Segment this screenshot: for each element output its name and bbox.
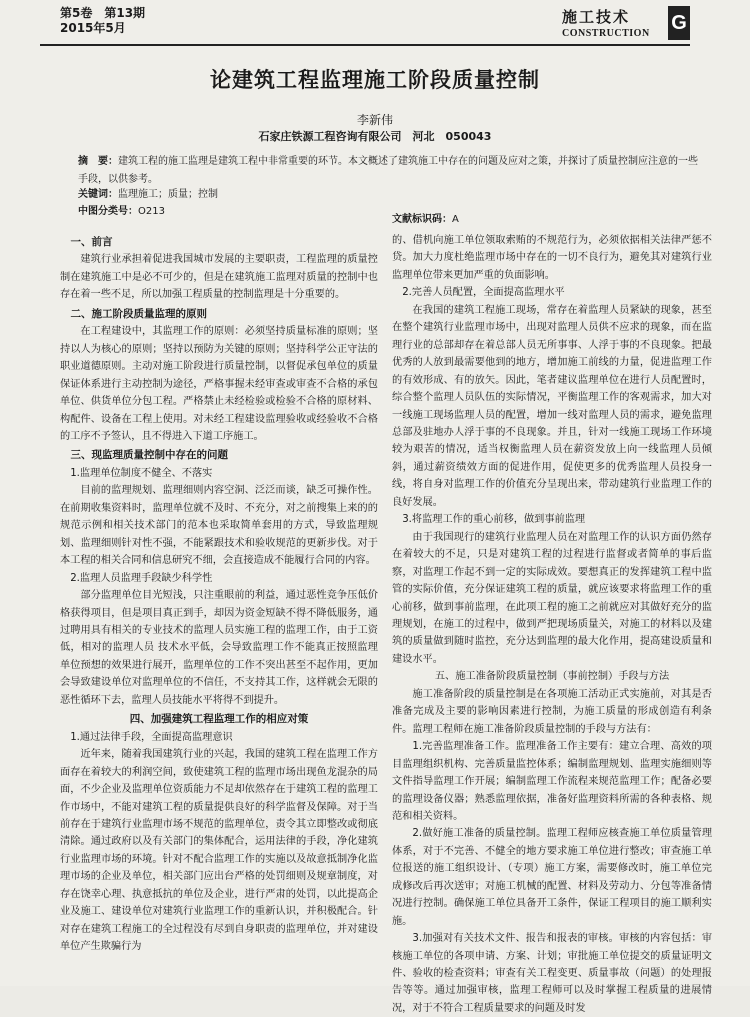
keywords-text: 监理施工；质量；控制 (118, 189, 218, 200)
issue-info (60, 6, 145, 36)
volume-issue: 第5卷 第13期 (60, 6, 146, 20)
paragraph (392, 930, 712, 1017)
paragraph: 由于我国现行的建筑行业监理人员在对监理工作的认识方面仍然存在着较大的不足，只是对建筑工程的过程进行监督或者简单的事后监察，对监理工作起不到一定的实际成效。要想真正的发挥建筑工程中监管的实际价值，充分保证建筑工程的质量，就应该要求将监理工作的重心前移，做到事前监理，在此项工程的施工之前就应对其做好充分的监理规划，在施工的过程中，做到严把现场质量关，对施工的材料以及建筑的质量做到随时监控，充分达到监理的最大化作用，提高建设质量和建设水平。 (392, 531, 712, 665)
subsection-heading: 2.完善人员配置，全面提高监理水平 (402, 287, 565, 299)
inline-heading: 3.加强对有关技术文件、报告和报表的审核。 (412, 933, 619, 945)
article-author: 李新伟 (356, 113, 393, 127)
paragraph: 在我国的建筑工程施工现场，常存在着监理人员紧缺的现象，甚至在整个建筑行业监理市场中，出现对监理人员供不应求的现象，而在监理行业的总部却存在着总部人员无所事事、人浮于事的不良现象。把最优秀的人放到最需要他到的地方，增加施工前线的力量，促进监理工作的有效形成、有的放矢。因此，笔者建议监理单位在进行人员配置时，综合整个监理人员队伍的实际情况，平衡监理工作的客观需求，加大对一线施工现场监理人员的配置，增加一线对监理人员的需求，避免监理总部及驻地办人浮于事的不良现象。并且，针对一线施工现场工作环境较为艰苦的情况，适当权衡监理人员在薪资发放上向一线监理人员倾斜，通过薪资绩效方面的促进作用，促使更多的优秀监理人员投身一线，将自身对监理工作的价值充分呈现出来，带动建筑行业监理工作的良好发展。 (392, 304, 712, 508)
article-title: 论建筑工程监理施工阶段质量控制 (210, 68, 540, 92)
paragraph-text: 监理工程师应核查施工单位质量管理体系，对于不完善、不健全的地方要求施工单位进行整改；审查施工单位报送的施工组织设计、（专项）施工方案，需要修改时，施工单位完成修改后再次送审；对施工机械的配置、材料及劳动力、分包等准备情况进行控制。确保施工单位具备开工条件，保证工程项目的施工顺利实施。 (392, 828, 713, 927)
paragraph: 近年来，随着我国建筑行业的兴起，我国的建筑工程在监理工作方面存在着较大的利润空间，致使建筑工程的监理市场出现鱼龙混杂的局面，不少企业及监理单位资质能力不足却依然存在于建筑工程的监理工作市场中，不能对建筑工程的质量提供良好的科学监督及保障。对于当前存在于建筑行业监理市场不规范的监理单位，责令其立即整改或彻底清除。通过政府以及有关部门的集体配合，运用法律的手段，净化建筑行业监理市场的环境。针对不配合监理工作的实施以及故意抵制净化监理市场的企业及单位，相关部门应出台严格的处罚细则及规章制度，对存在饶幸心理、执意抵抗的单位及企业，进行严肃的处罚，以此提高企业及施工、建设单位对建筑行业监理工作的重新认识，并积极配合。针对存在建筑工程施工的全过程没有尽到自身职责的监理单位，并对建设单位产生欺骗行为 (60, 749, 378, 953)
inline-heading: 1.完善监理准备工作。 (412, 741, 516, 753)
keywords-label: 关键词： (78, 189, 118, 200)
doccode-value: A (452, 214, 459, 225)
journal-name-cn: 施工技术 (562, 8, 631, 26)
header-rule (40, 44, 690, 46)
author-affiliation: 石家庄铁源工程咨询有限公司 河北 050043 (258, 130, 492, 143)
abstract-text: 建筑工程的施工监理是建筑工程中非常重要的环节。本文概述了建筑施工中存在的问题及应对之策，并探讨了质量控制应注意的一些手段，以供参考。 (78, 156, 698, 185)
paragraph: 在工程建设中，其监理工作的原则：必须坚持质量标准的原则；坚持以人为核心的原则；坚持以预防为关键的原则；坚持科学公正守法的职业道德原则。主动对施工阶段进行质量控制，以督促承包单位的质量保证体系进行主动控制为途径，严格事握未经审查或审查不合格的承包单位、供货单位分包工程。严格禁止未经检验或检验不合格的原材料、构配件、设备在工程上使用。对未经工程建设监理验收或经验收不合格的工序不予签认，且不得进入下道工序施工。 (60, 326, 378, 442)
doccode-label: 文献标识码： (392, 214, 452, 225)
abstract-label: 摘 要： (78, 156, 118, 167)
section-heading: 四、加强建筑工程监理工作的相应对策 (129, 713, 309, 726)
abstract (78, 153, 700, 189)
right-column (392, 232, 712, 1017)
paragraph-text: 审核的内容包括：审核施工单位的各项申请、方案、计划；审批施工单位提交的质量证明文件、验收的检查资料；审查有关工程变更、质量事故（问题）的处理报告等等。通过加强审核，监理工程师可以及时掌握工程质量的进展情况，对于不符合工程质量要求的问题及时发 (392, 933, 713, 1014)
subsection-heading: 1.通过法律手段，全面提高监理意识 (70, 731, 233, 743)
paragraph (392, 825, 712, 930)
paragraph: 目前的监理规划、监理细则内容空洞、泛泛而谈，缺乏可操作性。在前期收集资料时，监理单位就不及时、不充分，对之前搜集上来的的规范示例和相关技术部门的范本也采取简单套用的方式，导致监理规划、监理细则针对性不强，不能紧跟技术和验收规范的更新步伐。对于本工程的相关合同和信息研究不细，会直接造成不能履行合同的内容。 (60, 485, 378, 567)
journal-logo: G (668, 6, 690, 40)
paragraph: 施工准备阶段的质量控制是在各项施工活动正式实施前，对其是否准备完成及主要的影响因素进行控制，为施工质量的形成创造有利条件。监理工程师在施工准备阶段质量控制的手段与方法有： (392, 688, 712, 735)
paragraph: 部分监理单位目光短浅，只注重眼前的利益，通过恶性竞争压低价格获得项目，但是项目真正到手，却因为资金短缺不得不降低服务，通过聘用具有相关的专业技术的监理人员实施工程的监理工作，由于工资低，相对的监理人员 技术水平低，会导致监理工作不能真正按照监理单位预想的效果进行展开，监理单位的工作不突出甚至不起作用，更加会导致建设单位对监理单位的不信任，不支持其工作，这样就会无限的恶性循环下去，监理人员技能水平将得不到提升。 (60, 590, 378, 706)
subsection-heading: 3.将监理工作的重心前移，做到事前监理 (402, 514, 586, 526)
clc-value: O213 (138, 206, 165, 217)
paragraph (392, 738, 712, 825)
journal-name-en: CONSTRUCTION (562, 28, 650, 39)
issue-date: 2015年5月 (60, 21, 126, 35)
document-code (392, 210, 459, 225)
paragraph: 建筑行业承担着促进我国城市发展的主要职责，工程监理的质量控制在建筑施工中是必不可少的，但是在建筑施工监理对质量的控制中也存在着一些不足，所以加强工程质量的控制监理是十分重要的。 (60, 254, 378, 301)
clc-label: 中图分类号： (78, 206, 138, 217)
subsection-heading: 1.监理单位制度不健全、不落实 (70, 467, 213, 479)
section-heading: 二、施工阶段质量监理的原则 (70, 307, 207, 320)
section-heading: 三、现监理质量控制中存在的问题 (70, 449, 228, 462)
paragraph: 的、借机向施工单位领取索贿的不规范行为，必须依据相关法律严惩不贷。加大力度杜绝监理市场中存在的一切不良行为，避免其对建筑行业监理单位带来更加严重的负面影响。 (392, 235, 712, 281)
subsection-heading: 2.监理人员监理手段缺少科学性 (70, 572, 213, 584)
section-heading: 一、前言 (70, 236, 113, 248)
clc-number (78, 202, 165, 217)
inline-heading: 2.做好施工准备的质量控制。 (412, 828, 547, 840)
keywords (78, 185, 218, 200)
section-heading: 五、施工准备阶段质量控制（事前控制）手段与方法 (434, 671, 670, 683)
left-column (60, 232, 378, 956)
paragraph-text: 监理准备工作主要有：建立合理、高效的项目监理组织机构、完善质量监控体系；编制监理规划、监理实施细则等文件指导监理工作开展；编制监理工作流程来规范监理工作；配备必要的监理设备仪器；熟悉监理依据，准备好监理资料所需的各种表格、规范和相关资料。 (392, 741, 712, 822)
